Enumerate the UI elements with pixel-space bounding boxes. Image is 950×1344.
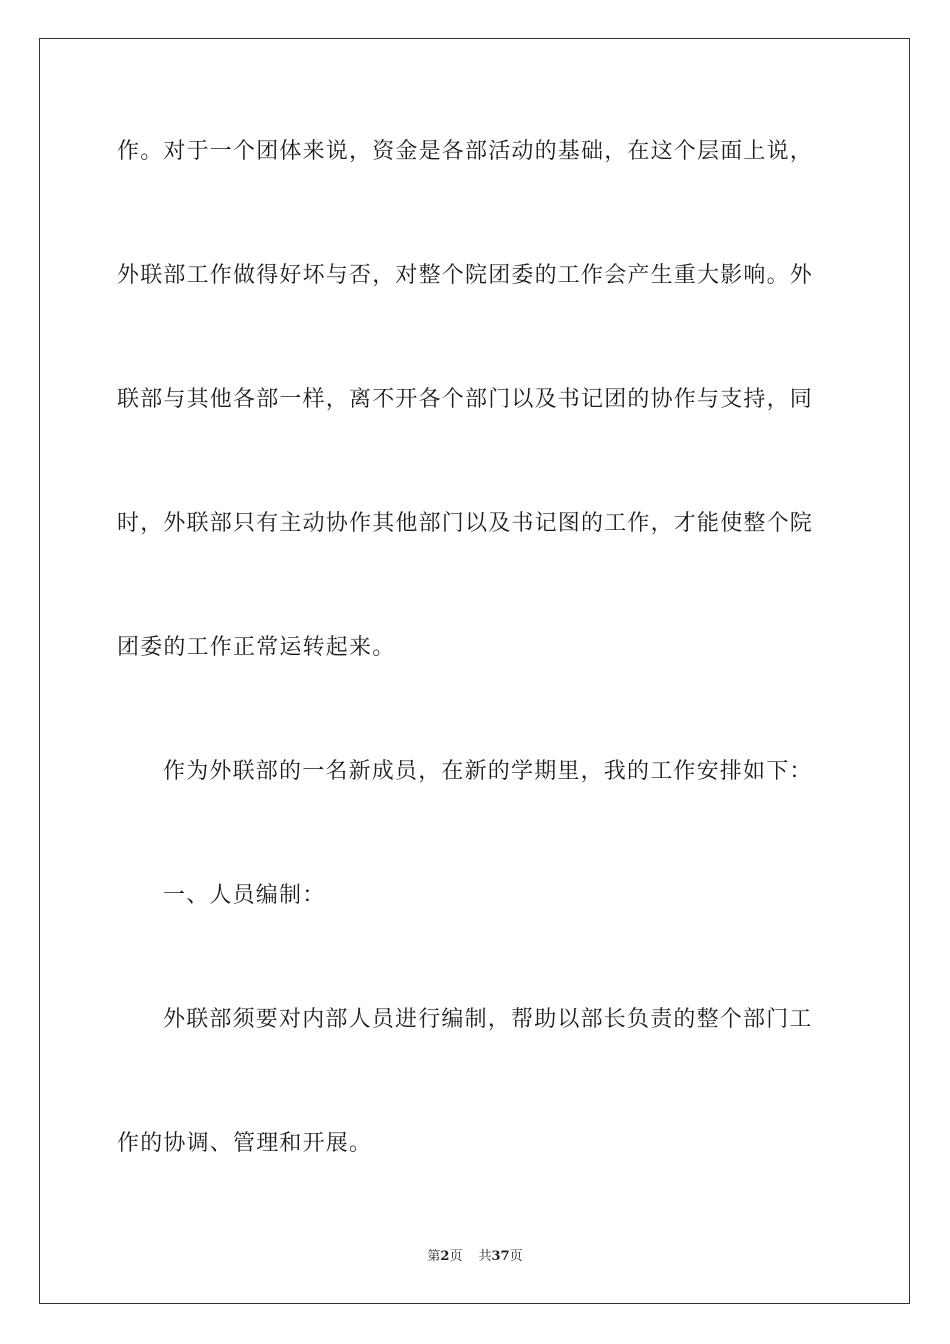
total-prefix: 共 (478, 1249, 492, 1264)
paragraph-intro: 作为外联部的一名新成员，在新的学期里，我的工作安排如下： (163, 759, 813, 784)
body-line-4: 时，外联部只有主动协作其他部门以及书记图的工作，才能使整个院 (117, 511, 814, 536)
body-line-1: 作。对于一个团体来说，资金是各部活动的基础，在这个层面上说， (117, 139, 814, 164)
section-heading: 一、人员编制： (163, 883, 326, 908)
body-line-2: 外联部工作做得好坏与否，对整个院团委的工作会产生重大影响。外 (117, 263, 814, 288)
page-border (39, 38, 910, 1304)
page-number: 2 (440, 1249, 450, 1264)
body-line-8: 外联部须要对内部人员进行编制，帮助以部长负责的整个部门工 (163, 1007, 813, 1032)
page-footer (0, 1248, 950, 1266)
body-line-9: 作的协调、管理和开展。 (117, 1131, 373, 1156)
total-pages: 37 (491, 1249, 510, 1264)
body-line-5: 团委的工作正常运转起来。 (117, 635, 396, 660)
body-line-3: 联部与其他各部一样，离不开各个部门以及书记团的协作与支持，同 (117, 387, 814, 412)
page-prefix: 第 (427, 1249, 441, 1264)
total-suffix: 页 (509, 1249, 523, 1264)
page-suffix: 页 (449, 1249, 463, 1264)
